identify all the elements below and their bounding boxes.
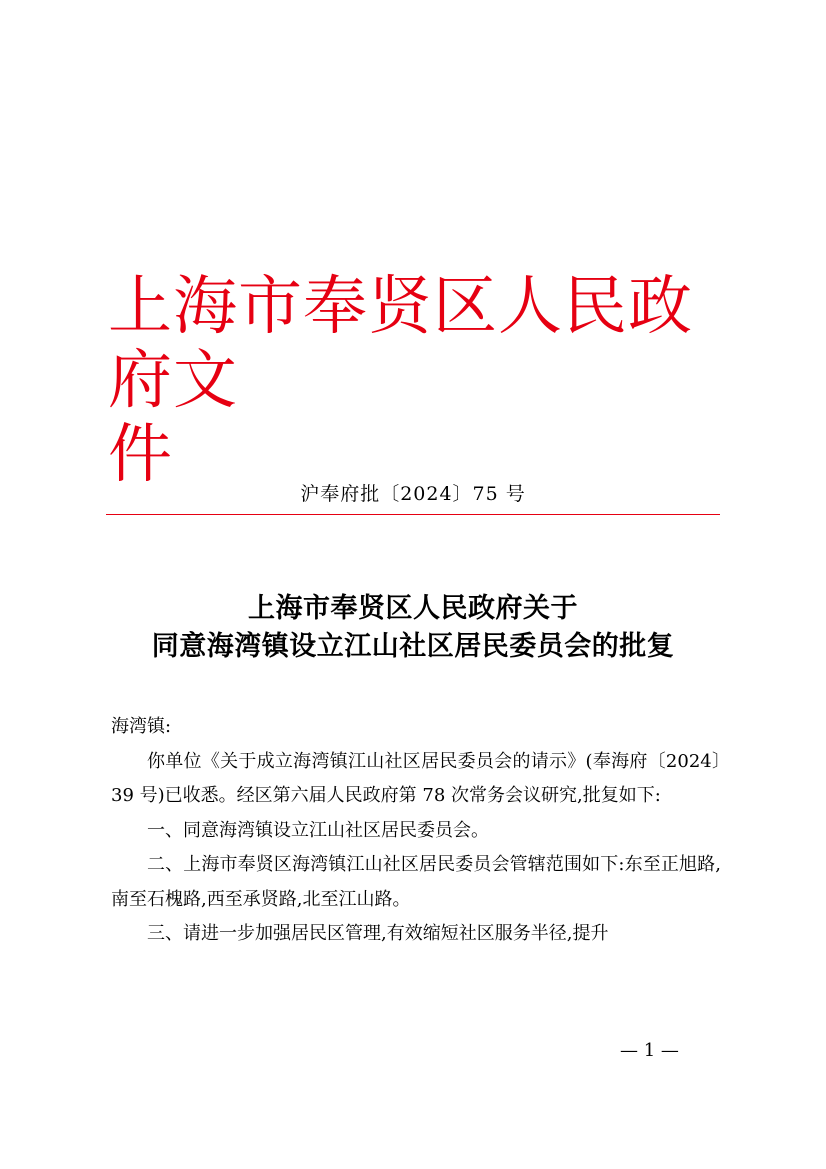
body-paragraph-4: 三、请进一步加强居民区管理,有效缩短社区服务半径,提升	[147, 923, 609, 944]
document-number: 沪奉府批〔2024〕75 号	[300, 483, 526, 505]
addressee: 海湾镇:	[111, 716, 172, 737]
title-line-1: 上海市奉贤区人民政府关于	[248, 593, 578, 624]
masthead-line-2: 件	[108, 418, 173, 492]
red-divider	[106, 514, 720, 515]
body-paragraph-2: 一、同意海湾镇设立江山社区居民委员会。	[147, 819, 489, 841]
body-paragraph-1: 你单位《关于成立海湾镇江山社区居民委员会的请示》(奉海府〔2024〕39 号)已收悉。经区第六届人民政府第 78 次常务会议研究,批复如下:	[111, 750, 721, 806]
body-paragraph-3: 二、上海市奉贤区海湾镇江山社区居民委员会管辖范围如下:东至正旭路,南至石槐路,西至承贤路,北至江山路。	[111, 854, 721, 910]
document-title	[0, 590, 826, 666]
masthead-line-1: 上海市奉贤区人民政府文	[108, 270, 693, 418]
page-number: — 1 —	[620, 1040, 679, 1061]
title-line-2: 同意海湾镇设立江山社区居民委员会的批复	[151, 631, 675, 662]
document-body	[111, 710, 721, 952]
masthead	[108, 270, 738, 492]
